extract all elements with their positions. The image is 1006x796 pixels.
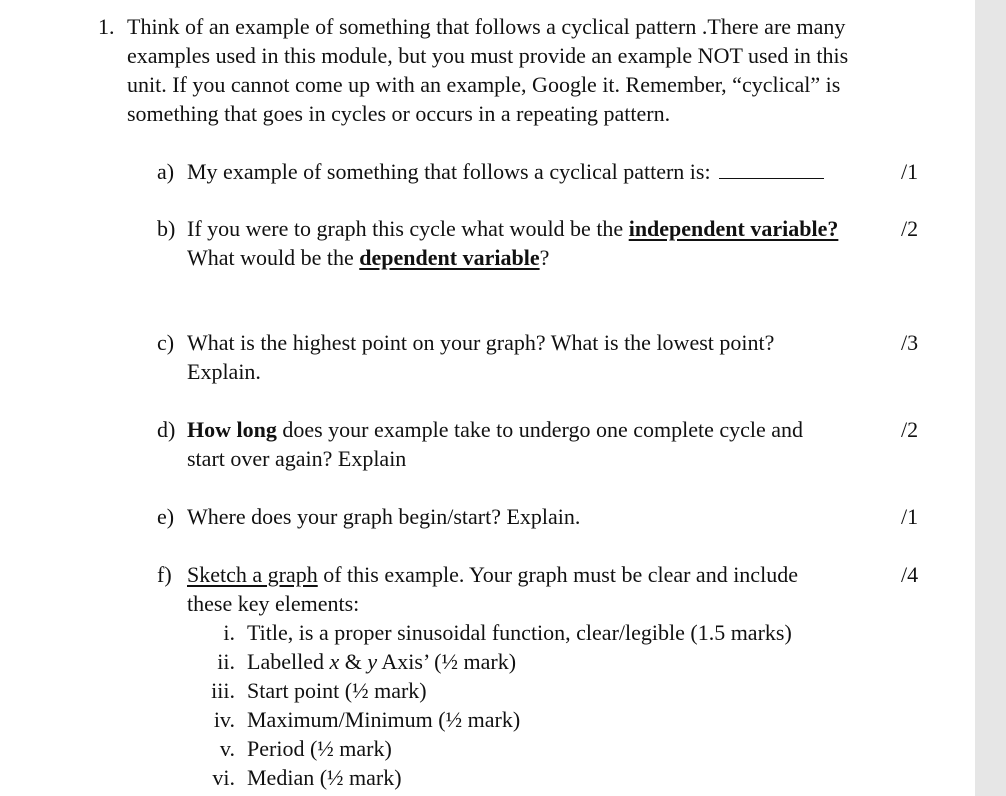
sketch-a-graph-term: Sketch a graph: [187, 562, 318, 587]
list-item-text: Maximum/Minimum (½ mark): [247, 707, 521, 732]
part-c-line-2: Explain.: [187, 359, 261, 384]
intro-line-2: examples used in this module, but you must provide an example NOT used in this: [127, 43, 849, 68]
list-item-text-part: Labelled: [247, 649, 330, 674]
part-b-question-mark: ?: [539, 245, 550, 270]
dependent-variable-term: dependent variable: [359, 245, 540, 270]
part-f-line-1: [187, 560, 798, 589]
x-variable: x: [329, 649, 340, 674]
part-b-line-1: [187, 214, 838, 243]
intro-line-3: unit. If you cannot come up with an example, Google it. Remember, “cyclical” is: [127, 72, 841, 97]
part-e-marks: /1: [901, 504, 919, 529]
part-b-line-2-text: What would be the: [187, 245, 360, 270]
part-c-marks: /3: [901, 330, 919, 355]
part-e-label: e): [157, 504, 175, 529]
list-item-number: v.: [219, 736, 235, 761]
part-f-line-2: these key elements:: [187, 591, 360, 616]
scrollbar-gutter[interactable]: [975, 0, 1006, 796]
part-a-marks: /1: [901, 159, 919, 184]
part-d-label: d): [157, 417, 176, 442]
intro-line-1: Think of an example of something that follows a cyclical pattern .There are many: [127, 14, 846, 39]
part-d-line-1: [187, 415, 803, 444]
list-item-text-part: Axis’ (½ mark): [377, 649, 517, 674]
part-d-line-2: start over again? Explain: [187, 446, 407, 471]
part-d-line-1-text: does your example take to undergo one complete cycle and: [276, 417, 804, 442]
independent-variable-term: independent variable?: [628, 216, 839, 241]
list-item-number: iii.: [211, 678, 235, 703]
list-item-text: [247, 647, 516, 676]
part-c-line-1: What is the highest point on your graph? What is the lowest point?: [187, 330, 775, 355]
how-long-term: How long: [187, 417, 277, 442]
part-f-line-1-text: of this example. Your graph must be clear and include: [317, 562, 798, 587]
list-item-text-part: &: [339, 649, 368, 674]
part-a-label: a): [157, 159, 175, 184]
list-item-number: vi.: [212, 765, 235, 790]
part-e-text: Where does your graph begin/start? Explain.: [187, 504, 581, 529]
list-item-text: Start point (½ mark): [247, 678, 427, 703]
intro-line-4: something that goes in cycles or occurs in a repeating pattern.: [127, 101, 671, 126]
list-item-number: iv.: [213, 707, 235, 732]
list-item-number: ii.: [217, 649, 235, 674]
list-item-text: Period (½ mark): [247, 736, 392, 761]
part-a-question: My example of something that follows a cyclical pattern is:: [187, 159, 711, 184]
y-variable: y: [367, 649, 378, 674]
list-item-text: Title, is a proper sinusoidal function, clear/legible (1.5 marks): [247, 620, 792, 645]
part-f-marks: /4: [901, 562, 919, 587]
part-a-text: [187, 157, 824, 186]
part-f-label: f): [157, 562, 172, 587]
part-b-line-2: [187, 243, 549, 272]
list-item-number: i.: [223, 620, 235, 645]
part-b-marks: /2: [901, 216, 919, 241]
question-number: 1.: [98, 14, 115, 39]
part-b-label: b): [157, 216, 176, 241]
answer-blank[interactable]: [719, 158, 824, 179]
list-item-text: Median (½ mark): [247, 765, 402, 790]
part-d-marks: /2: [901, 417, 919, 442]
part-c-label: c): [157, 330, 175, 355]
part-b-line-1-text: If you were to graph this cycle what would be the: [187, 216, 629, 241]
